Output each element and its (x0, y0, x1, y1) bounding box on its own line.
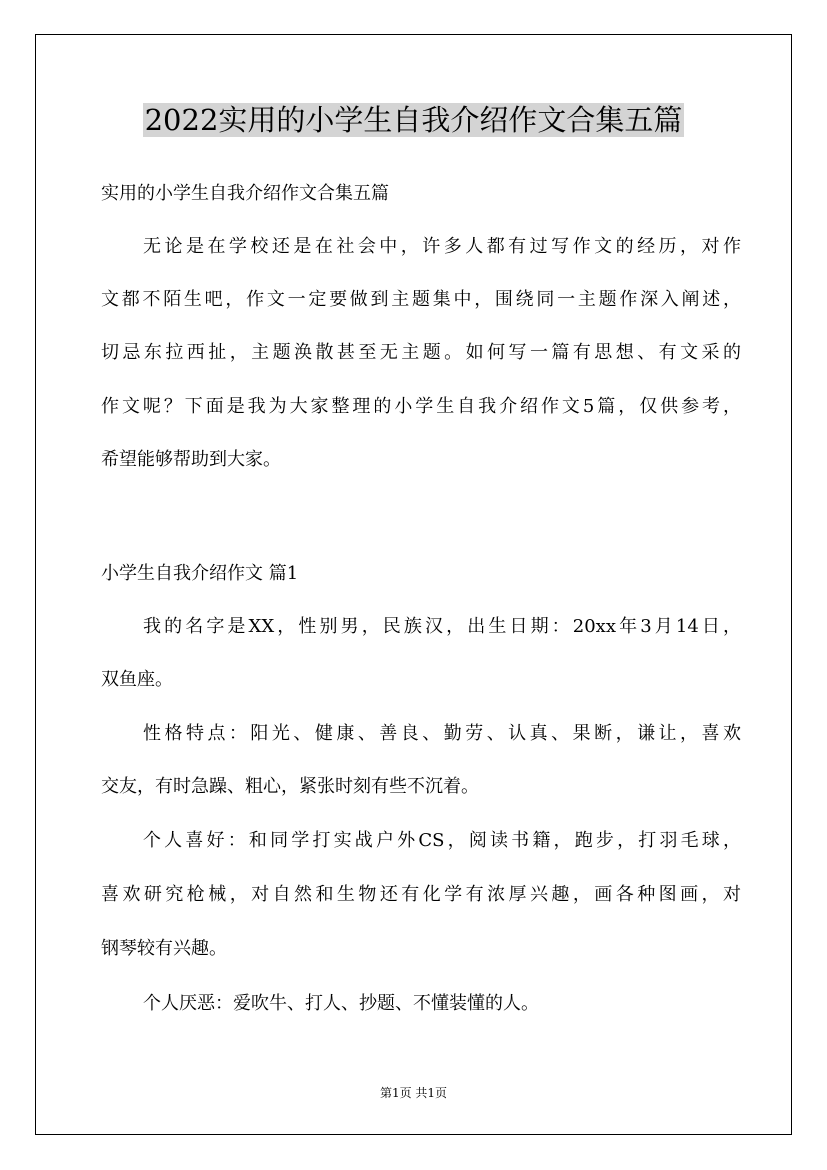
intro-line-4: 作文呢？下面是我为大家整理的小学生自我介绍作文5篇，仅供参考， (101, 396, 741, 417)
section-heading: 小学生自我介绍作文 篇1 (101, 563, 299, 584)
section-line-2: 双鱼座。 (101, 669, 173, 690)
document-title-text: 2022实用的小学生自我介绍作文合集五篇 (144, 103, 683, 137)
section-line-6: 喜欢研究枪械，对自然和生物还有化学有浓厚兴趣，画各种图画，对 (101, 884, 741, 905)
document-title (0, 98, 827, 142)
intro-line-5: 希望能够帮助到大家。 (101, 449, 281, 470)
section-line-1: 我的名字是XX，性别男，民族汉，出生日期：20xx年3月14日， (143, 616, 741, 637)
section-line-3: 性格特点：阳光、健康、善良、勤劳、认真、果断，谦让，喜欢 (143, 723, 741, 744)
section-line-4: 交友，有时急躁、粗心，紧张时刻有些不沉着。 (101, 776, 479, 797)
section-line-5: 个人喜好：和同学打实战户外CS，阅读书籍，跑步，打羽毛球， (143, 830, 741, 851)
section-line-8: 个人厌恶：爱吹牛、打人、抄题、不懂装懂的人。 (143, 993, 539, 1014)
intro-line-2: 文都不陌生吧，作文一定要做到主题集中，围绕同一主题作深入阐述， (101, 289, 741, 310)
document-subtitle: 实用的小学生自我介绍作文合集五篇 (101, 183, 389, 204)
page-number: 第1页 共1页 (379, 1086, 448, 1100)
intro-line-3: 切忌东拉西扯，主题涣散甚至无主题。如何写一篇有思想、有文采的 (101, 342, 741, 363)
section-line-7: 钢琴较有兴趣。 (101, 938, 227, 959)
intro-line-1: 无论是在学校还是在社会中，许多人都有过写作文的经历，对作 (143, 236, 741, 257)
